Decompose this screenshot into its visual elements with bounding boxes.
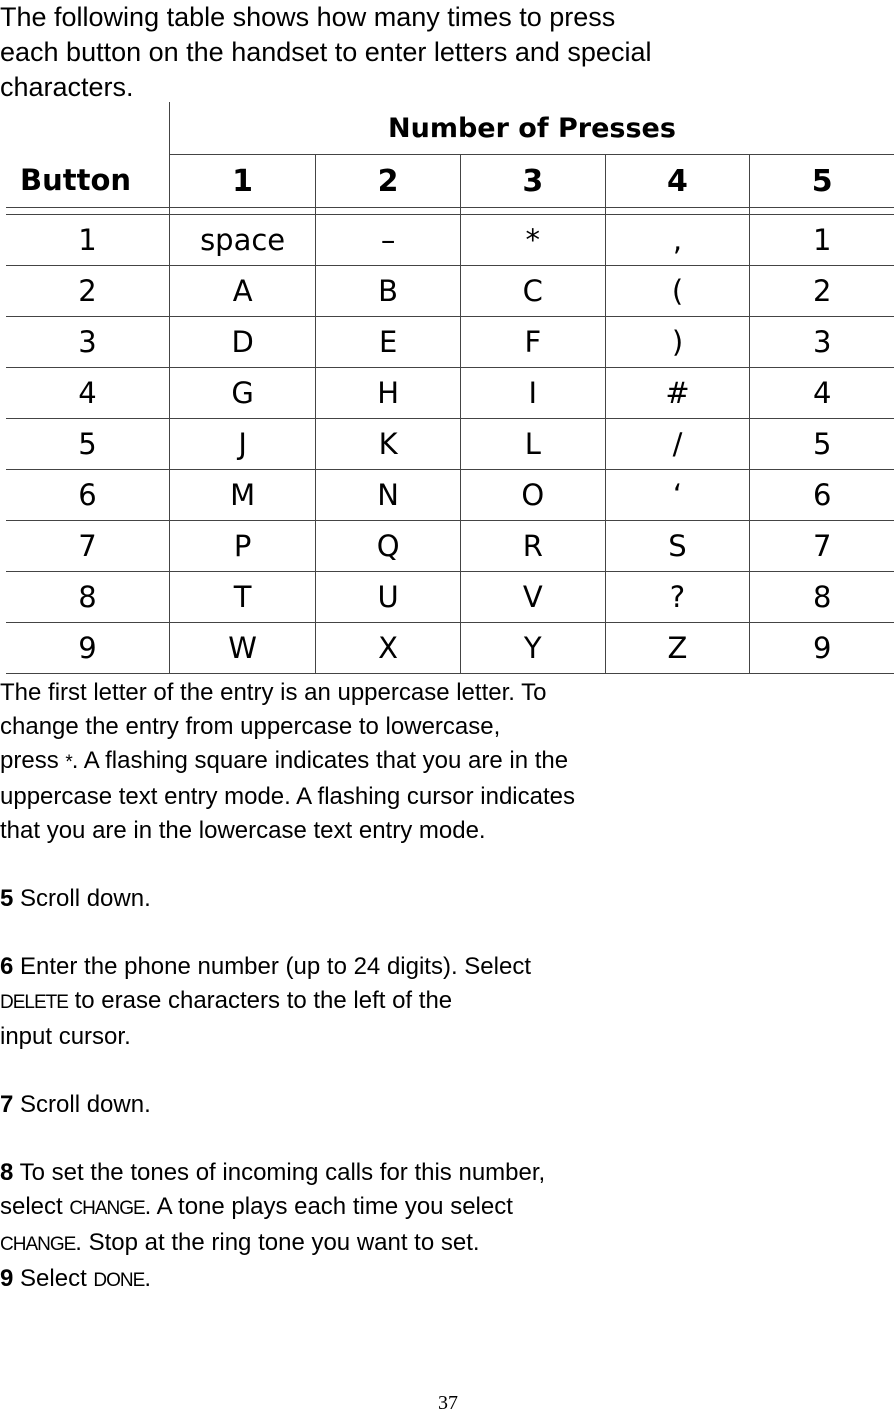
character-cell: K bbox=[316, 419, 461, 470]
button-column-header: Button bbox=[20, 163, 132, 197]
change-key: CHANGE bbox=[69, 1198, 145, 1219]
button-cell: 7 bbox=[6, 521, 169, 572]
character-cell: 4 bbox=[750, 368, 894, 419]
character-cell: I bbox=[460, 368, 605, 419]
star-key: * bbox=[65, 752, 72, 773]
character-cell: 6 bbox=[750, 470, 894, 521]
intro-paragraph bbox=[0, 0, 880, 105]
step-8: 8 To set the tones of incoming calls for this number, bbox=[0, 1159, 546, 1186]
button-cell: 4 bbox=[6, 368, 169, 419]
button-cell: 1 bbox=[6, 215, 169, 266]
para-line: that you are in the lowercase text entry mode. bbox=[0, 817, 486, 844]
step-8-line: select CHANGE. A tone plays each time you select bbox=[0, 1193, 513, 1220]
character-cell: R bbox=[460, 521, 605, 572]
button-cell: 3 bbox=[6, 317, 169, 368]
press-column-header: 3 bbox=[460, 155, 605, 208]
character-cell: Q bbox=[316, 521, 461, 572]
character-cell: O bbox=[460, 470, 605, 521]
done-key: DONE bbox=[93, 1270, 145, 1291]
page-number: 37 bbox=[438, 1392, 458, 1414]
character-cell: E bbox=[316, 317, 461, 368]
press-column-header: 1 bbox=[169, 155, 315, 208]
step-7: 7 Scroll down. bbox=[0, 1091, 151, 1118]
character-cell: H bbox=[316, 368, 461, 419]
button-cell: 2 bbox=[6, 266, 169, 317]
button-cell: 8 bbox=[6, 572, 169, 623]
character-cell: ( bbox=[605, 266, 750, 317]
character-cell: C bbox=[460, 266, 605, 317]
table-row bbox=[6, 521, 894, 572]
table-row bbox=[6, 470, 894, 521]
para-line: The first letter of the entry is an uppercase letter. To bbox=[0, 679, 547, 706]
step-6-line: input cursor. bbox=[0, 1023, 131, 1050]
character-cell: S bbox=[605, 521, 750, 572]
intro-line: characters. bbox=[0, 72, 134, 102]
character-cell: Z bbox=[605, 623, 750, 674]
character-cell: D bbox=[169, 317, 315, 368]
para-line: change the entry from uppercase to lowercase, bbox=[0, 713, 501, 740]
character-cell: , bbox=[605, 215, 750, 266]
character-cell: G bbox=[169, 368, 315, 419]
character-cell: J bbox=[169, 419, 315, 470]
character-cell: 8 bbox=[750, 572, 894, 623]
character-cell: Y bbox=[460, 623, 605, 674]
character-cell: ) bbox=[605, 317, 750, 368]
character-cell: space bbox=[169, 215, 315, 266]
step-6-line: DELETE to erase characters to the left of the bbox=[0, 987, 453, 1014]
button-cell: 6 bbox=[6, 470, 169, 521]
table-row bbox=[6, 317, 894, 368]
delete-key: DELETE bbox=[0, 992, 68, 1013]
character-cell: 3 bbox=[750, 317, 894, 368]
number-of-presses-header: Number of Presses bbox=[169, 102, 894, 155]
character-cell: ? bbox=[605, 572, 750, 623]
character-cell: F bbox=[460, 317, 605, 368]
change-key: CHANGE bbox=[0, 1234, 76, 1255]
press-column-header: 2 bbox=[316, 155, 461, 208]
intro-line: each button on the handset to enter letters and special bbox=[0, 37, 652, 67]
character-cell: N bbox=[316, 470, 461, 521]
character-cell: * bbox=[460, 215, 605, 266]
button-cell: 5 bbox=[6, 419, 169, 470]
table-row bbox=[6, 623, 894, 674]
character-cell: V bbox=[460, 572, 605, 623]
step-6: 6 Enter the phone number (up to 24 digits). Select bbox=[0, 953, 531, 980]
table-row bbox=[6, 368, 894, 419]
character-cell: X bbox=[316, 623, 461, 674]
button-cell: 9 bbox=[6, 623, 169, 674]
character-cell: 7 bbox=[750, 521, 894, 572]
para-line: press *. A flashing square indicates that you are in the bbox=[0, 747, 569, 774]
character-cell: ‘ bbox=[605, 470, 750, 521]
table-row bbox=[6, 572, 894, 623]
character-cell: A bbox=[169, 266, 315, 317]
character-cell: L bbox=[460, 419, 605, 470]
character-cell: T bbox=[169, 572, 315, 623]
para-line: uppercase text entry mode. A flashing cursor indicates bbox=[0, 783, 575, 810]
character-cell: 5 bbox=[750, 419, 894, 470]
table-row bbox=[6, 215, 894, 266]
character-cell: P bbox=[169, 521, 315, 572]
press-column-header: 5 bbox=[750, 155, 894, 208]
table-row bbox=[6, 266, 894, 317]
step-9: 9 Select DONE. bbox=[0, 1265, 151, 1292]
press-column-header: 4 bbox=[605, 155, 750, 208]
character-cell: U bbox=[316, 572, 461, 623]
character-cell: – bbox=[316, 215, 461, 266]
character-cell: B bbox=[316, 266, 461, 317]
character-cell: W bbox=[169, 623, 315, 674]
step-5: 5 Scroll down. bbox=[0, 885, 151, 912]
character-cell: 9 bbox=[750, 623, 894, 674]
presses-table bbox=[6, 102, 894, 674]
character-cell: M bbox=[169, 470, 315, 521]
character-cell: / bbox=[605, 419, 750, 470]
instructions bbox=[0, 676, 880, 1298]
character-cell: 2 bbox=[750, 266, 894, 317]
character-cell: 1 bbox=[750, 215, 894, 266]
step-8-line: CHANGE. Stop at the ring tone you want to set. bbox=[0, 1229, 480, 1256]
character-cell: # bbox=[605, 368, 750, 419]
intro-line: The following table shows how many times to press bbox=[0, 2, 616, 32]
table-row bbox=[6, 419, 894, 470]
